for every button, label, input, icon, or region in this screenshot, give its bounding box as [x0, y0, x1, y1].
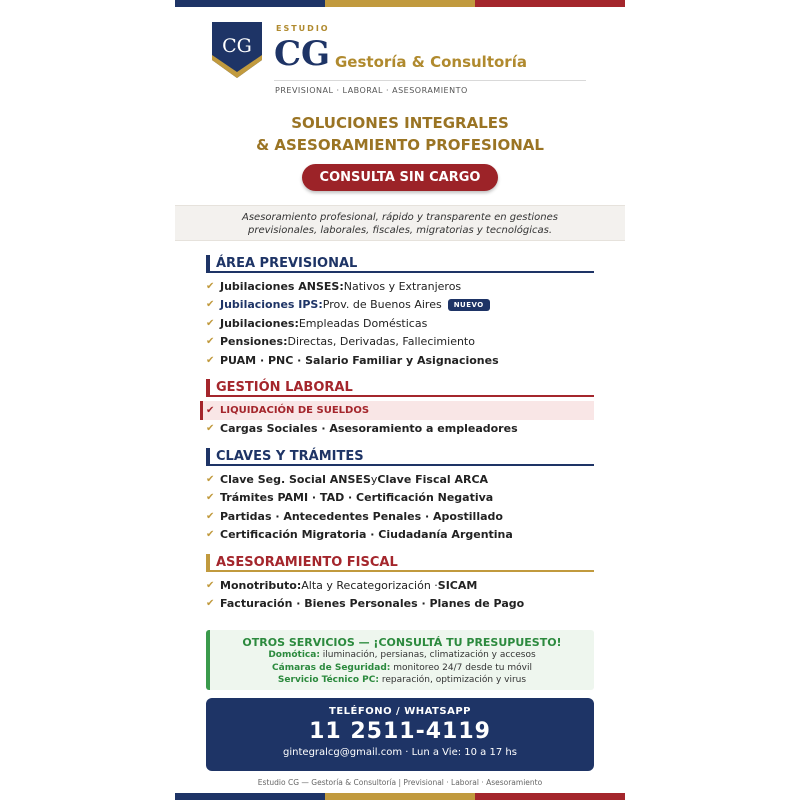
section-title: ASESORAMIENTO FISCAL [216, 554, 398, 570]
section-title: ÁREA PREVISIONAL [216, 255, 358, 271]
intro-box [175, 205, 625, 241]
list-item: ✔ PUAM · PNC · Salario Familiar y Asignaciones [206, 353, 499, 367]
brand-subtitle: Gestoría & Consultoría [335, 53, 527, 71]
shield-logo-icon [212, 22, 262, 78]
top-color-bar [175, 0, 625, 7]
section-fiscal [206, 554, 594, 613]
list-item: ✔ Pensiones: Directas, Derivadas, Fallecimiento [206, 335, 475, 349]
list-item: ✔ Clave Seg. Social ANSES y Clave Fiscal ARCA [206, 472, 489, 486]
section-heading [206, 255, 594, 273]
intro-line-1: Asesoramiento profesional, rápido y transparente en gestiones [242, 212, 558, 223]
section-laboral [206, 379, 594, 438]
check-icon: ✔ [206, 510, 215, 522]
list-item: ✔ Jubilaciones IPS: Prov. de Buenos Aires NUEVO [206, 296, 594, 315]
check-icon: ✔ [206, 317, 215, 329]
other-service-line: Cámaras de Seguridad: monitoreo 24/7 desde tu móvil [272, 662, 532, 673]
check-icon: ✔ [206, 404, 215, 416]
new-badge: NUEVO [448, 299, 490, 311]
footer-text: Estudio CG — Gestoría & Consultoría | Previsional · Laboral · Asesoramiento [257, 778, 543, 787]
contact-box [206, 698, 594, 771]
other-services-box [206, 630, 594, 690]
list-item: ✔ Trámites PAMI · TAD · Certificación Negativa [206, 491, 494, 505]
logo-letters: CG [222, 35, 252, 57]
check-icon: ✔ [206, 423, 215, 435]
headline-line-1: SOLUCIONES INTEGRALES [291, 114, 509, 132]
list-item: ✔ Monotributo: Alta y Recategorización · SICAM [206, 578, 478, 592]
list-item: ✔ Jubilaciones: Empleadas Domésticas [206, 316, 428, 330]
list-item: ✔ Partidas · Antecedentes Penales · Apostillado [206, 509, 503, 523]
list-item: ✔ Jubilaciones ANSES: Nativos y Extranjeros [206, 279, 462, 293]
contact-label: TELÉFONO / WHATSAPP [329, 706, 471, 717]
check-icon: ✔ [206, 598, 215, 610]
section-heading [206, 554, 594, 572]
section-heading [206, 448, 594, 466]
flyer [175, 0, 625, 800]
divider [274, 80, 586, 81]
list-item-highlight: ✔ LIQUIDACIÓN DE SUELDOS [200, 401, 594, 420]
list-item: ✔ Facturación · Bienes Personales · Planes de Pago [206, 597, 525, 611]
phone-number[interactable]: 11 2511-4119 [309, 719, 491, 744]
headline-line-2: & ASESORAMIENTO PROFESIONAL [256, 136, 544, 154]
list-item: ✔ Cargas Sociales · Asesoramiento a empleadores [206, 422, 518, 436]
contact-info[interactable]: gintegralcg@gmail.com · Lun a Vie: 10 a 17 hs [283, 747, 517, 758]
other-services-title: OTROS SERVICIOS — ¡CONSULTÁ TU PRESUPUESTO! [242, 636, 562, 649]
section-title: CLAVES Y TRÁMITES [216, 448, 364, 464]
check-icon: ✔ [206, 473, 215, 485]
other-service-line: Domótica: iluminación, persianas, climatización y accesos [268, 650, 536, 660]
section-heading [206, 379, 594, 397]
brand-tagline: PREVISIONAL · LABORAL · ASESORAMIENTO [275, 86, 468, 95]
check-icon: ✔ [206, 492, 215, 504]
check-icon: ✔ [206, 354, 215, 366]
intro-line-2: previsionales, laborales, fiscales, migratorias y tecnológicas. [248, 225, 552, 236]
check-icon: ✔ [206, 299, 215, 311]
check-icon: ✔ [206, 529, 215, 541]
check-icon: ✔ [206, 336, 215, 348]
list-item: ✔ Certificación Migratoria · Ciudadanía Argentina [206, 528, 513, 542]
consulta-button[interactable]: CONSULTA SIN CARGO [302, 164, 498, 191]
section-title: GESTIÓN LABORAL [216, 379, 353, 395]
brand-name: CG [274, 34, 331, 74]
section-claves [206, 448, 594, 544]
check-icon: ✔ [206, 579, 215, 591]
bottom-color-bar [175, 793, 625, 800]
section-previsional [206, 255, 594, 370]
check-icon: ✔ [206, 280, 215, 292]
brand-small-label: ESTUDIO [276, 24, 330, 33]
other-service-line: Servicio Técnico PC: reparación, optimización y virus [277, 675, 527, 685]
